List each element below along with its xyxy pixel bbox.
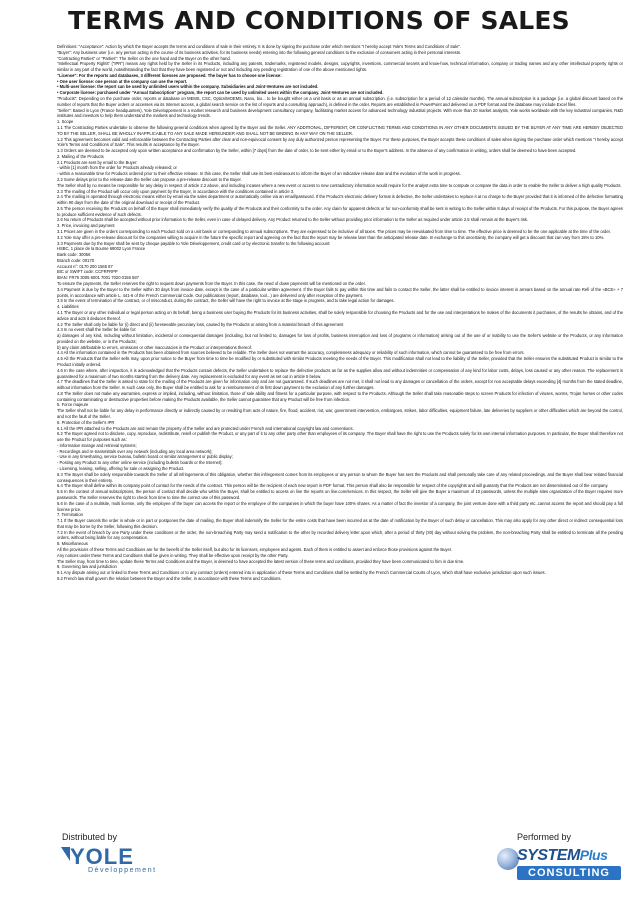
systemplus-plus-text: Plus [579, 847, 608, 863]
terms-paragraph: Any notices under these Terms and Conditions shall be given in writing. They shall be effective upon receipt by the other Party. [57, 552, 289, 558]
terms-paragraph: 9.2 French law shall govern the relation between the Buyer and the Seller, in accordance with these Terms and Conditions. [57, 575, 282, 581]
terms-paragraph: "Buyer": Any business user (i.e. any person acting in the course of its business activities, for its business needs) entering into the following general conditions to the exclusion of consumers acting in their personal interests. [57, 49, 462, 55]
distributor-block [60, 832, 160, 898]
terms-paragraph: 3.2 Yole may offer a pre-release discount for the companies willing to acquire in the future the specific report and agreeing on the fact that the report may be release later than the anticipated release date. In exchange to this uncertainty, the company will get a discount that can vary from 15% to 10%. [57, 234, 605, 240]
terms-paragraph: 7. Termination [57, 512, 83, 518]
yole-mark-icon [61, 847, 70, 861]
terms-paragraph: To ensure the payments, the Seller reserves the right to request down payments from the Buyer. In this case, the need of down payments will be mentioned on the order. [57, 281, 366, 287]
terms-paragraph: The Seller may, from time to time, update these Terms and Conditions and the Buyer, is deemed to have accepted the latest version of these terms and conditions, provided they have been communicated to him in due time. [57, 558, 465, 564]
terms-paragraph: 3.3 Payments due by the Buyer shall be sent by cheque payable to Yole Développement, credit card or by electronic transfer to the following account: [57, 240, 331, 246]
systemplus-consulting-text: CONSULTING [528, 867, 610, 879]
terms-paragraph: 4.7 The deadlines that the Seller is asked to state for the mailing of the Products are given for information only and are not guaranteed. If such deadlines are not met, it shall not lead to any damages or cancellation of the orders, except for non acceptable delays exceeding [4] months from the stated deadline, without information from the Seller. In such case only, the Buyer shall be entitled to ask for a reimbursement of its first down payment to the exclusion of any further damages. [57, 379, 623, 391]
terms-paragraph: "Contracting Parties" or "Parties": The Seller on the one hand and the Buyer on the other hand. [57, 55, 231, 61]
terms-paragraph: 6.1 All the IPR attached to the Products are and remain the property of the Seller and are protected under French and international copyright law and conventions. [57, 425, 354, 431]
performed-by-label: Performed by [517, 832, 572, 842]
terms-paragraph: "Seller": Based in Lyon (France headquarters), Yole Développement is a market research and business development consultancy company, facilitating market access for advanced technology industrial projects. With more than 20 market analysts, Yole works worldwide with the key industrial companies, R&D institutes and investors to help them understand the markets and technology trends. [57, 107, 623, 119]
terms-paragraph: Definitions: "Acceptance": Action by which the Buyer accepts the terms and conditions of sale in their entirety. It is done by signing the purchase order which mentions "I hereby accept Yole's Terms and Conditions of Sale". [57, 44, 462, 49]
performer-block [495, 832, 625, 898]
terms-paragraph: IBAN: FR76 3005 6001 7001 7020 0156 587 [57, 275, 139, 281]
yole-logo [70, 844, 157, 874]
terms-paragraph: 6.6 In the case of a multisite, multi license, only the employee of the buyer can access the report or the employee of the companies in which the buyer have 100% shares. As a matter of fact the investor of a company, the joint venture done with a third party etc..cannot access the report and should pay a full license price. [57, 500, 623, 512]
terms-paragraph: Bank code: 30056 [57, 252, 91, 258]
terms-paragraph: 5. Force majeure [57, 402, 89, 408]
terms-paragraph: "License": For the reports and databases, 3 different licenses are proposed. The buyer has to choose one license: [57, 72, 282, 78]
yole-logo-text: YOLE [70, 844, 134, 869]
terms-paragraph: 6.5 In the context of annual subscriptions, the person of contact shall decide who within the Buyer, shall be entitled to access on line the reports on line.com/services. In this respect, the Seller will give the Buyer a maximum of 10 passwords, unless the multiple sites organization of the Buyer requires more passwords. The Seller reserves the right to check from time to time the correct use of this password. [57, 489, 623, 500]
terms-paragraph: 7.2 In the event of breach by one Party under these conditions or the order, the non-breaching Party may send a notification to the other by recorded delivery letter upon which, after a period of thirty (30) day without solving the problem, the non-breaching Party shall be entitled to terminate all the pending orders, without being liable for any compensation. [57, 529, 623, 541]
terms-paragraph: • Multi-user license: the report can be used by unlimited users within the company. Subsidiaries and Joint-Ventures are not included. [57, 84, 319, 90]
globe-icon [497, 848, 519, 870]
terms-paragraph: 6.2 The Buyer agreed not to disclose, copy, reproduce, redistribute, resell or publish the Product, or any part of it to any other party other than employees of its company. The Buyer shall have the right to use the Products solely for its own internal information purposes. In particular, the Buyer shall therefore not use the Product for purposes such as: [57, 431, 623, 443]
terms-paragraph: b) any claim attributable to errors, omissions or other inaccuracies in the Product or interpretations thereof. [57, 344, 252, 350]
terms-paragraph: 4.1 The Buyer or any other individual or legal person acting on its behalf, being a business user buying the Products for its business activities, shall be solely responsible for choosing the Products and for the use and interpretations he makes of the documents it purchases, of the results he obtains, and of the advice and acts it deduces thereof. [57, 309, 623, 321]
terms-paragraph: 3.1 Prices are given in the orders corresponding to each Product sold on a unit basis or corresponding to annual subscriptions. They are expressed to be inclusive of all taxes. The prices may be reevaluated from time to time. The effective price is deemed to be the one applicable at the time of the order. [57, 229, 611, 234]
terms-paragraph: - within [1] month from the order for Products already released; or [57, 165, 177, 171]
distributed-by-label: Distributed by [62, 832, 118, 842]
terms-paragraph: 2.4 The mailing is operated through electronic means either by email via the sales department or automatically online via an email/password. If the Product's electronic delivery format is defective, the Seller undertakes to replace it at no charge to the Buyer provided that it is informed of the defective formatting within 90 days from the date of the original download or receipt of the Product. [57, 194, 623, 206]
terms-paragraph: Branch code: 00170 [57, 257, 95, 263]
terms-paragraph: 9.1 Any dispute arising out or linked to these Terms and Conditions or to any contract (orders) entered into in application of these Terms and Conditions shall be settled by the French Commercial Courts of Lyon, which shall have exclusive jurisdiction upon such issues. [57, 570, 546, 576]
systemplus-logo-text [517, 847, 607, 865]
terms-paragraph: 4.6 In the case where, after inspection, it is acknowledged that the Products contain defects, the Seller undertakes to replace the defective products as far as the supplies allow and without indemnities or compensation of any kind for labor costs, delays, loss caused or any other reason. The replacement is guaranteed for a maximum of two months starting from the delivery date. Any replacement is excluded for any event as set out in article 5 below. [57, 367, 623, 379]
terms-paragraph: - Posting any Product to any other online service (including bulletin boards or the Internet); [57, 460, 223, 466]
terms-paragraph: 6.4 The Buyer shall define within its company point of contact for the needs of the contract. This person will be the recipient of each new report in PDF format. This person shall also be responsible for respect of the copyrights and will guaranty that the Products are not disseminated out of the company. [57, 483, 609, 489]
terms-paragraph: 2.1 Products are sent by email to the Buyer: [57, 159, 138, 165]
systemplus-logo [495, 844, 623, 888]
terms-paragraph: 1.1 The Contracting Parties undertake to observe the following general conditions when agreed by the Buyer and the Seller. ANY ADDITIONAL, DIFFERENT, OR CONFLICTING TERMS AND CONDITIONS IN ANY OTHER DOCUMENTS ISSUED BY THE BUYER AT ANY TIME ARE HEREBY OBJECTED TO BY THE SELLER, SHALL BE WHOLLY INAPPLICABLE TO ANY SALE MADE HEREUNDER AND SHALL NOT BE BINDING IN ANY WAY ON THE SELLER. [57, 124, 623, 136]
terms-paragraph: "Products": Depending on the purchase order, reports or database on MEMS, CSC, Optics/MOEMS, Nano, bio... to be bought either on a unit basis or as an annual subscription. (i.e. subscription for a period of 12 calendar months). The annual subscription is a package (i.e. a global discount based on the number of reports that the Buyer orders or accesses via its Internet access, a global search service on the list of reports and a consulting approach), is defined in the order. Reports are established in PowerPoint and delivered on a PDF format and the database may include Excel files. [57, 96, 623, 107]
terms-paragraph: 1. Scope [57, 119, 74, 125]
terms-paragraph: 3.5 In the event of termination of the contract, or of misconduct, during the contract, the Seller will have the right to invoice at the stage in progress, and to take legal action for damages. [57, 298, 395, 304]
terms-paragraph: - Licensing, leasing, selling, offering for sale or assigning the Product. [57, 466, 185, 472]
systemplus-system-text: SYSTEM [517, 847, 580, 864]
terms-paragraph: All the provisions of these Terms and Conditions are for the benefit of the Seller itself, but also for its licensors, employees and agents. Each of them is entitled to assert and enforce those provisions against the Buyer. [57, 546, 453, 552]
terms-paragraph: 4.3 In no event shall the Seller be liable for: [57, 327, 137, 333]
terms-paragraph: a) damages of any kind, including without limitation, incidental or consequential damages (including, but not limited to, damages for loss of profits, business interruption and loss of programs or information) arising out of the use of or inability to use the Seller's website or the Products, or any information provided on the website, or in the Products; [57, 333, 623, 344]
terms-paragraph: 2. Mailing of the Products [57, 153, 104, 159]
terms-paragraph: • Corporate license: purchased under "Annual Subscription" program, the report can be used by unlimited users within the company. Joint-Ventures are not included. [57, 90, 384, 96]
terms-paragraph: 4. Liabilities [57, 304, 79, 310]
terms-paragraph: 4.8 The Seller does not make any warranties, express or implied, including, without limitation, those of sale ability and fitness for a particular purpose, with respect to the Products. Although the Seller shall take reasonable steps to screen Products for infection of viruses, worms, Trojan horses or other codes containing contaminating or destructive properties before making the Products available, the Seller cannot guarantee that any Product will be free from infection. [57, 390, 623, 402]
terms-paragraph: 3.4 Payment is due by the Buyer to the Seller within 30 days from invoice date, except in the case of a particular written agreement. If the Buyer fails to pay within this time and fails to contact the Seller, the latter shall be entitled to invoice interest in arrears based on the annual rate Refi of the «BCE» + 7 points, in accordance with article L. 441-6 of the French Commercial Code. Our publications (report, database, tool...) are delivered only after reception of the payment. [57, 286, 623, 298]
terms-paragraph: • One user license: one person at the company can use the report. [57, 78, 188, 84]
terms-paragraph: 2.2 Some delays prior to the release date the Seller can propose a pre-release discount to the Buyer. [57, 176, 242, 182]
terms-paragraph: - Recordings and re-transmittals over any network (including any local area network); [57, 448, 213, 454]
terms-paragraph: "Intellectual Property Rights" ("IPR") means any rights held by the Seller in its Products, including any patents, trademarks, registered models, designs, copyrights, inventions, commercial secrets and know-how, technical information, company or trading names and any other intellectual property rights or similar in any part of the world, notwithstanding the fact that they have been registered or not and including any pending registration of one of the above mentioned rights. [57, 61, 623, 73]
terms-paragraph: 7.1 If the Buyer cancels the order in whole or in part or postpones the date of mailing, the Buyer shall indemnify the Seller for the entire costs that have been incurred as at the date of notification by the Buyer of such delay or cancellation. This may also apply for any other direct or indirect consequential loss that may be borne by the Seller, following this decision. [57, 518, 623, 529]
terms-paragraph: BIC or SWIFT code: CCFRFRPP [57, 269, 118, 275]
terms-paragraph: 3. Price, invoicing and payment [57, 223, 115, 229]
terms-paragraph: - within a reasonable time for Products ordered prior to their effective release. In this case, the Seller shall use its best endeavours to inform the Buyer of an indicative release date and the evolution of the work in progress. [57, 171, 461, 177]
terms-paragraph: The Seller shall by no means be responsible for any delay in respect of article 2.2 above, and including incases where a new event or access to new contradictory information would require for the analyst extra time to compute or compare the data in order to enable the Seller to deliver a high quality Products. [57, 182, 622, 188]
terms-paragraph: Account n°: 0170 200 1565 87 [57, 263, 113, 269]
page-title: TERMS AND CONDITIONS OF SALES [68, 6, 570, 35]
terms-paragraph: 4.5 All the Products that the Seller sells may, upon prior notice to the Buyer from time to time be modified by or substituted with similar Products meeting the needs of the Buyer. This modification shall not lead to the liability of the Seller, provided that the Seller ensures the substituted Product is similar to the Product initially ordered. [57, 356, 623, 367]
terms-paragraph: 6. Protection of the Seller's IPR [57, 419, 115, 425]
terms-paragraph: 8. Miscellaneous [57, 541, 88, 547]
terms-paragraph: - Information storage and retrieval systems; [57, 442, 137, 448]
terms-paragraph: 6.3 The Buyer shall be solely responsible towards the Seller of all infringements of this obligation, whether this infringement comes from its employees or any person to whom the Buyer has sent the Products and shall personally take care of any related proceedings, and the Buyer shall bear related financial consequences in their entirety. [57, 471, 623, 483]
terms-paragraph: HSBC, 1 place de la Bourse 69002 Lyon France [57, 246, 146, 252]
terms-paragraph: 4.2 The Seller shall only be liable for (i) direct and (ii) foreseeable pecuniary loss, caused by the Products or arising from a material breach of this agreement [57, 321, 344, 327]
terms-paragraph: 4.4 All the information contained in the Products has been obtained from sources believed to be reliable. The Seller does not warrant the accuracy, completeness adequacy or reliability of such information, which cannot be guaranteed to be free from errors. [57, 350, 525, 356]
terms-paragraph: 1.2 This agreement becomes valid and enforceable between the Contracting Parties after clear and non-equivocal consent by any duly authorized person representing the Buyer. For these purposes, the Buyer accepts these conditions of sales when signing the purchase order which mentions "I hereby accept Yole's Terms and Conditions of Sale". This results in acceptance by the Buyer. [57, 136, 623, 148]
terms-paragraph: 9. Governing law and jurisdiction [57, 564, 117, 570]
terms-body [57, 44, 623, 822]
terms-paragraph: 2.5 The person receiving the Products on behalf of the Buyer shall immediately verify the quality of the Products and their conformity to the order. Any claim for apparent defects or for non-conformity shall be sent in writing to the Seller within 8 days of receipt of the Products. For this purpose, the Buyer agrees to produce sufficient evidence of such defects. [57, 205, 623, 217]
terms-paragraph: 1.3 Orders are deemed to be accepted only upon written acceptance and confirmation by the Seller, within [7 days] from the date of order, to be sent either by email or to the Buyer's address. In the absence of any confirmation in writing, orders shall be deemed to have been accepted. [57, 148, 577, 154]
terms-paragraph: 2.3 The mailing of the Product will occur only upon payment by the Buyer, in accordance with the conditions contained in article 3. [57, 188, 295, 194]
yole-logo-subtext: Développement [88, 867, 157, 874]
terms-paragraph: 2.6 No return of Products shall be accepted without prior information to the Seller, even in case of delayed delivery. Any Product returned to the Seller without providing prior information to the Seller as required under article 2.5 shall remain at the Buyer's risk. [57, 217, 529, 223]
systemplus-consulting-bar [517, 866, 621, 880]
terms-paragraph: The Seller shall not be liable for any delay in performance directly or indirectly caused by or resulting from acts of nature, fire, flood, accident, riot, war, government intervention, embargoes, strikes, labor difficulties, equipment failure, late deliveries by suppliers or other difficulties which are beyond the control, and not the fault of the Seller. [57, 408, 623, 419]
terms-paragraph: - Use in any timesharing, service bureau, bulletin board or similar arrangement or public display; [57, 454, 233, 460]
